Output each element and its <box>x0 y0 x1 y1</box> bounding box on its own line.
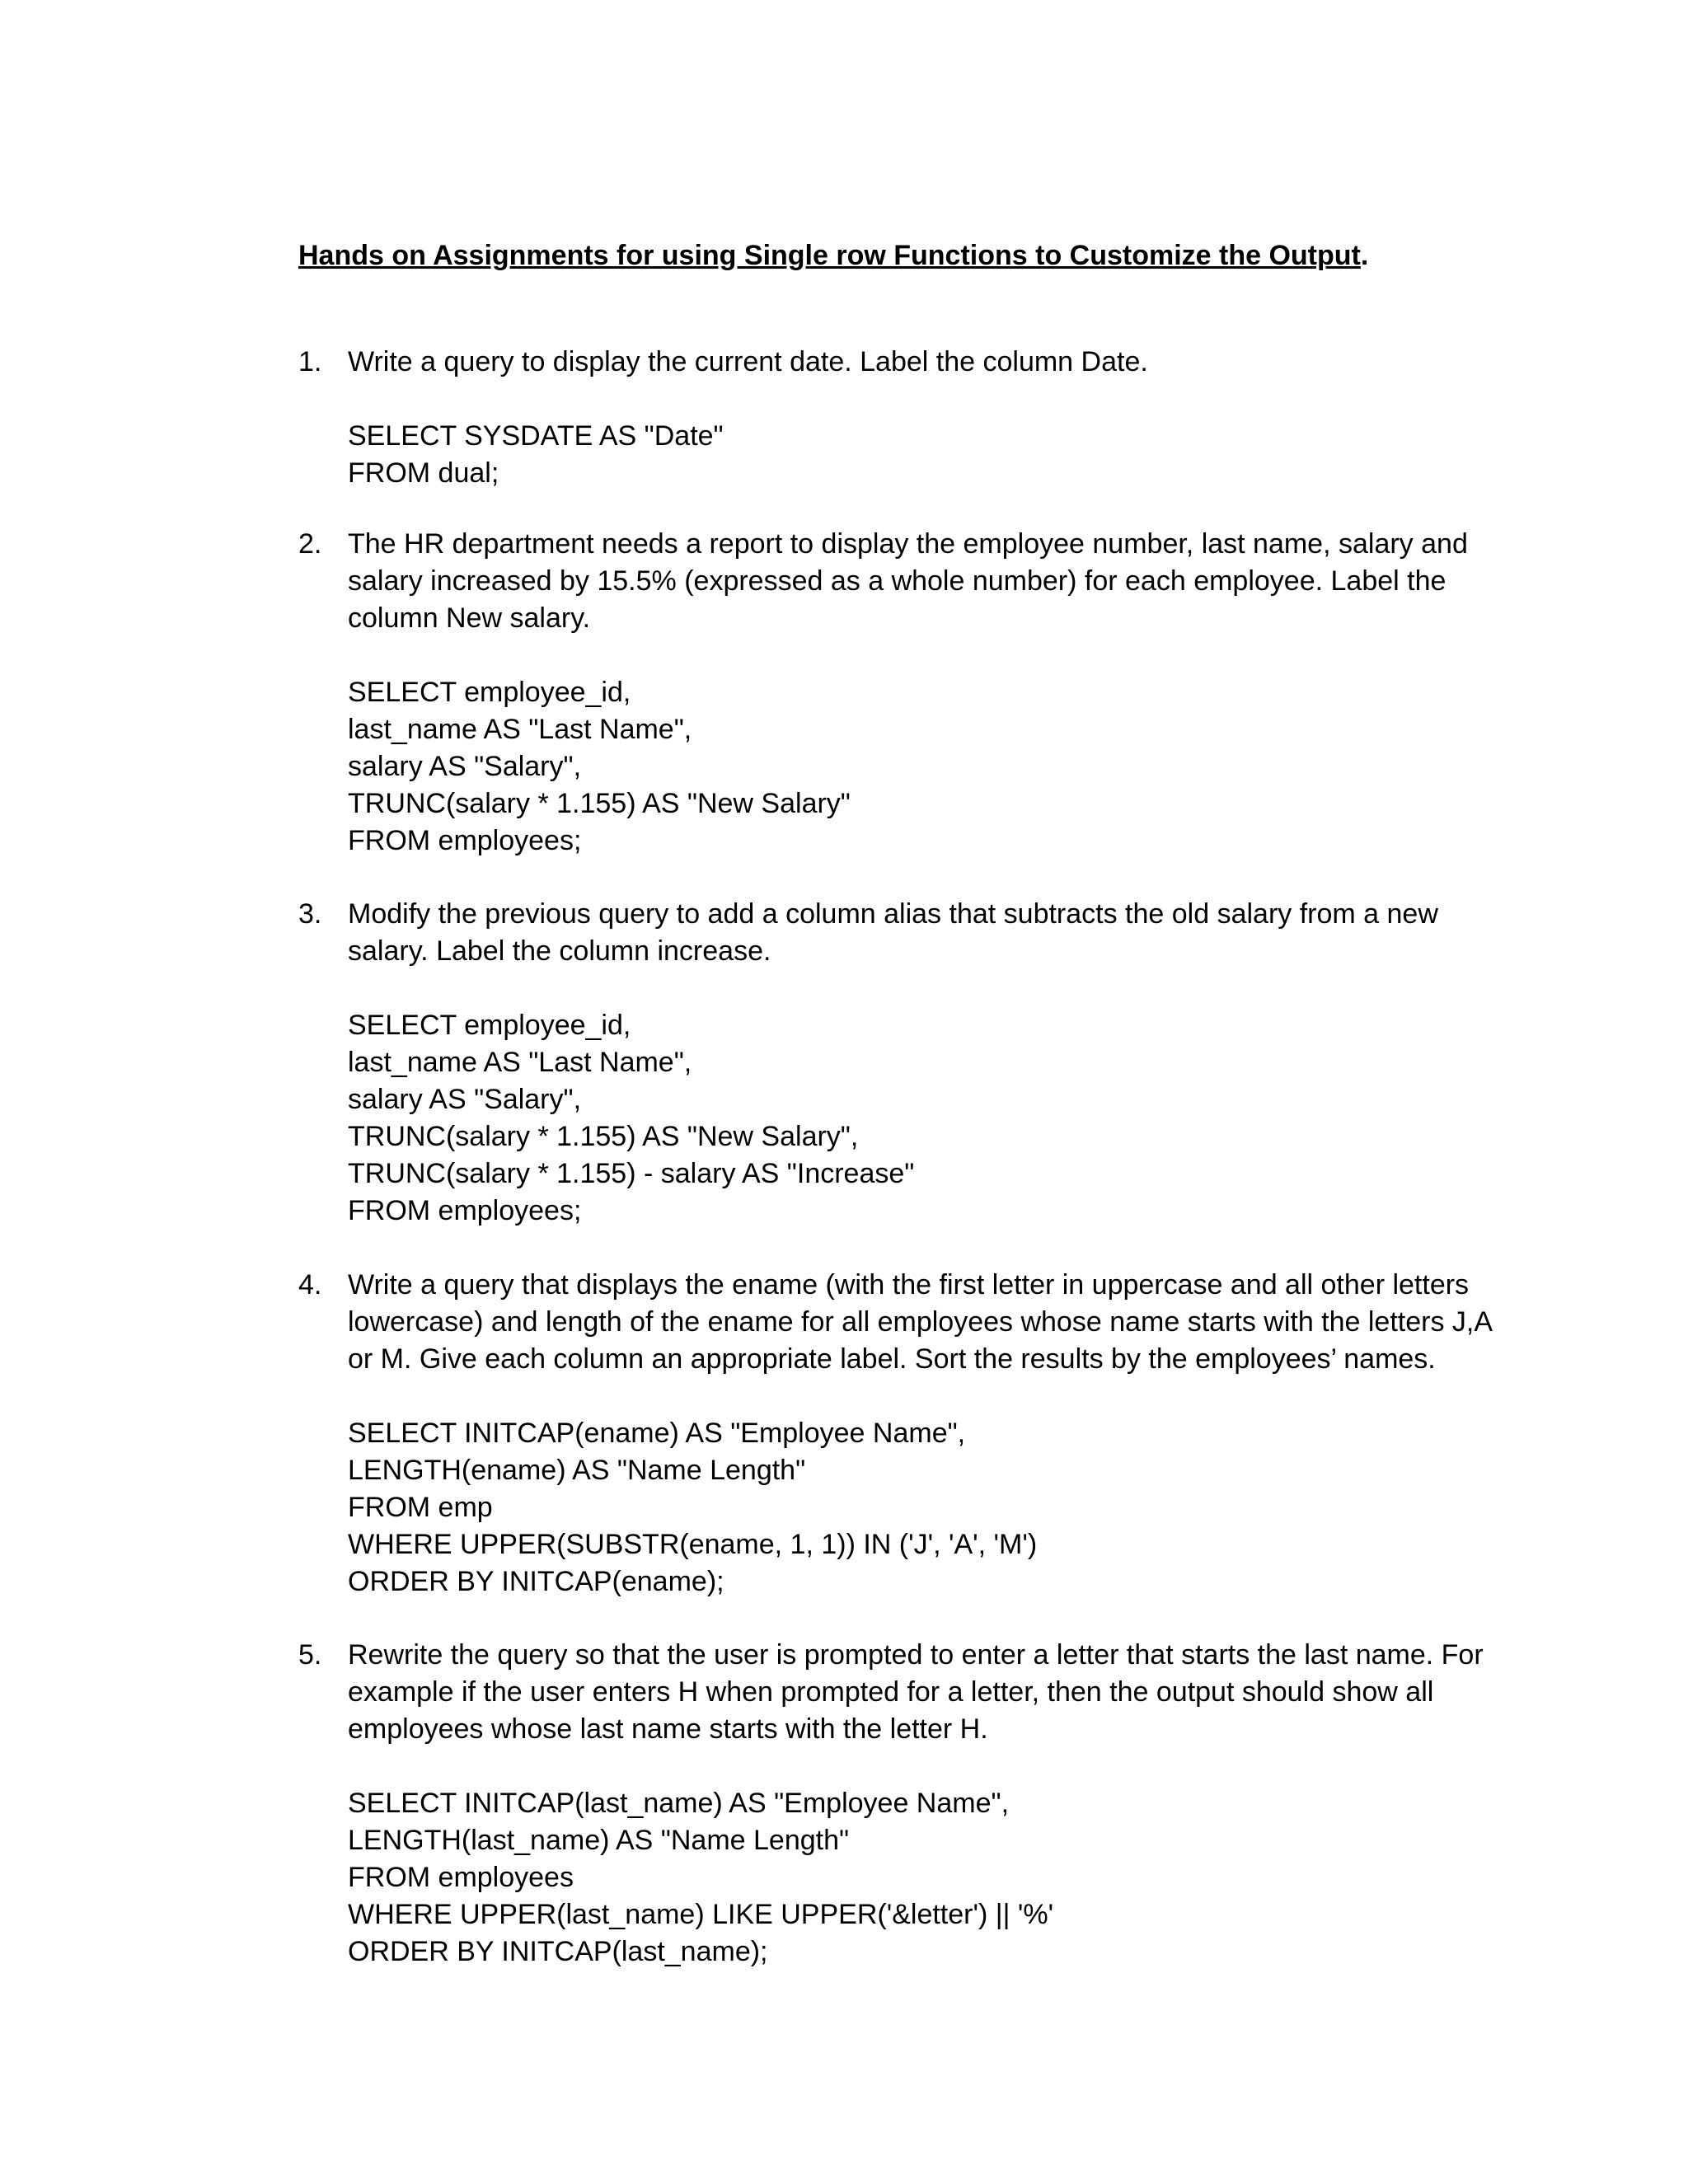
code-line: SELECT INITCAP(last_name) AS "Employee Name", <box>348 1788 1010 1819</box>
code-line: ORDER BY INITCAP(ename); <box>348 1566 724 1597</box>
code-line: last_name AS "Last Name", <box>348 714 692 745</box>
question-number: 1. <box>298 346 322 377</box>
question-3 <box>298 896 1502 1230</box>
question-2 <box>298 526 1502 860</box>
code-line: LENGTH(ename) AS "Name Length" <box>348 1455 806 1486</box>
question-number: 3. <box>298 898 322 930</box>
question-prompt: The HR department needs a report to display the employee number, last name, salary and salary increased by 15.5% (expressed as a whole number) for each employee. Label the column New salary. <box>348 528 1468 634</box>
question-1 <box>298 344 1502 492</box>
code-line: WHERE UPPER(SUBSTR(ename, 1, 1)) IN ('J', 'A', 'M') <box>348 1529 1038 1560</box>
code-line: TRUNC(salary * 1.155) - salary AS "Increase" <box>348 1158 915 1189</box>
sql-code-block <box>348 1007 1502 1230</box>
code-line: SELECT SYSDATE AS "Date" <box>348 420 724 452</box>
question-number: 4. <box>298 1269 322 1301</box>
question-number: 2. <box>298 528 322 560</box>
code-line: FROM employees; <box>348 825 582 856</box>
document-title <box>298 236 1368 275</box>
code-line: last_name AS "Last Name", <box>348 1047 692 1078</box>
code-line: TRUNC(salary * 1.155) AS "New Salary" <box>348 788 851 819</box>
question-prompt: Write a query that displays the ename (with the first letter in uppercase and all other letters lowercase) and length of the ename for all employees whose name starts with the letters J,A or M. Give each column an appropriate label. Sort the results by the employees’ names. <box>348 1269 1492 1375</box>
code-line: FROM employees <box>348 1862 574 1893</box>
code-line: salary AS "Salary", <box>348 1084 582 1115</box>
code-line: LENGTH(last_name) AS "Name Length" <box>348 1825 850 1856</box>
document-title-suffix: . <box>1360 240 1369 271</box>
document-title-text: Hands on Assignments for using Single row Functions to Customize the Output <box>298 240 1361 271</box>
code-line: ORDER BY INITCAP(last_name); <box>348 1936 768 1967</box>
sql-code-block <box>348 1785 1502 1971</box>
code-line: SELECT employee_id, <box>348 1010 631 1041</box>
code-line: FROM employees; <box>348 1195 582 1226</box>
code-line: salary AS "Salary", <box>348 751 582 782</box>
sql-code-block <box>348 1415 1502 1601</box>
question-prompt: Modify the previous query to add a column alias that subtracts the old salary from a new salary. Label the column increase. <box>348 898 1438 967</box>
question-number: 5. <box>298 1639 322 1671</box>
code-line: WHERE UPPER(last_name) LIKE UPPER('&letter') || '%' <box>348 1899 1054 1930</box>
code-line: FROM dual; <box>348 457 499 489</box>
code-line: TRUNC(salary * 1.155) AS "New Salary", <box>348 1121 859 1152</box>
question-4 <box>298 1267 1502 1601</box>
code-line: SELECT employee_id, <box>348 677 631 708</box>
sql-code-block <box>348 674 1502 860</box>
question-prompt: Write a query to display the current date. Label the column Date. <box>348 346 1148 377</box>
sql-code-block <box>348 418 1502 492</box>
code-line: SELECT INITCAP(ename) AS "Employee Name", <box>348 1418 966 1449</box>
code-line: FROM emp <box>348 1492 493 1523</box>
question-5 <box>298 1637 1502 1971</box>
question-prompt: Rewrite the query so that the user is prompted to enter a letter that starts the last name. For example if the user enters H when prompted for a letter, then the output should show all employees whose last name starts with the letter H. <box>348 1639 1484 1745</box>
